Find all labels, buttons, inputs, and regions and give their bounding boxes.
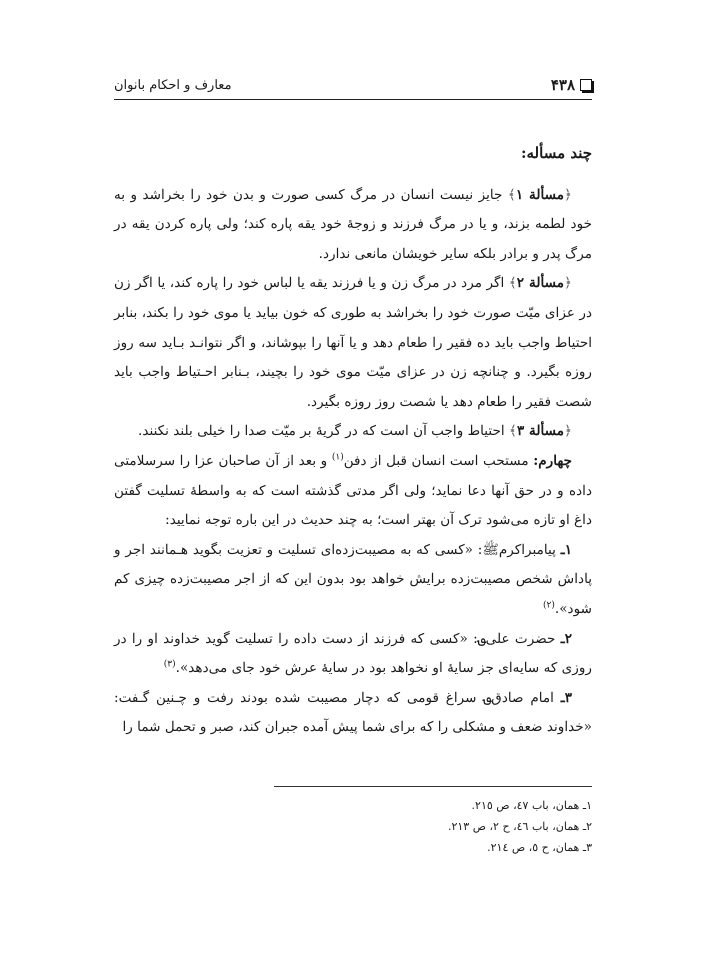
issue-text: جایز نیست انسان در مرگ کسی صورت و بدن خود را بخراشد و به خود لطمه بزند، و یا در مرگ فرزند و زوجهٔ خود یقه پاره کند؛ ولی پاره کردن یقه در مرگ پدر و برادر بلکه سایر خویشان مانعی ندارد.	[114, 186, 592, 262]
fourth-label: چهارم:	[533, 452, 573, 469]
fourth-text-before: مستحب است انسان قبل از دفن	[343, 452, 529, 469]
footnote-2: ۲ـ همان، باب ٤٦، ح ٢، ص ٢١٣.	[447, 820, 592, 833]
hadith-text: : «کسی که به مصیبت‌زده‌ای تسلیت و تعزیت بگوید هـمانند اجر و پاداش شخص مصیبت‌زده برایش خواهد بود بدون این که از اجر مصیبت‌زده چیزی کم شود».	[114, 541, 592, 617]
hadith-number: ۱ـ	[560, 541, 572, 558]
footnote-divider	[274, 786, 592, 787]
footnote-ref-2[interactable]: (۲)	[543, 600, 555, 611]
hadith-number: ۲ـ	[560, 630, 572, 647]
hadith-speaker: امام صادق	[491, 689, 554, 706]
issue-3: ﴿مسألة ۳﴾ احتیاط واجب آن است که در گریهٔ بر میّت صدا را خیلی بلند نکنند.	[138, 423, 572, 440]
page-number	[551, 76, 592, 94]
running-title: معارف و احکام بانوان	[114, 78, 232, 93]
honorific-glyph-icon: ﷺ	[482, 541, 499, 558]
hadith-2	[114, 625, 592, 684]
page-header	[114, 75, 592, 100]
hadith-3	[114, 684, 592, 743]
body-text	[114, 139, 592, 743]
issue-text: اگر مرد در مرگ زن و یا فرزند یقه یا لباس خود را پاره کند، یا اگر زن در عزای میّت صورت خود را بخراشد به طوری که خون بیاید یا موی خود را بکند، بنابر احتیاط واجب باید ده فقیر را طعام دهد و یا آنها را بپوشاند، و اگر نتوانـد بـاید سه روز روزه بگیرد. و چنانچه زن در عزای میّت موی خود را بچیند، بـنابر احـتیاط واجب باید شصت فقیر را طعام دهد یا شصت روز روزه بگیرد.	[114, 275, 592, 410]
honorific-glyph-icon: ؈	[477, 630, 486, 647]
hadith-1	[114, 536, 592, 625]
fourth-paragraph	[114, 447, 592, 536]
honorific-glyph-icon: ؈	[483, 689, 492, 706]
issue-2: ﴿مسألة ۲﴾ اگر مرد در مرگ زن و یا فرزند یقه یا لباس خود را پاره کند، یا اگر زن در عزای میّت صورت خود را بخراشد به طوری که خون بیاید یا موی خود را بکند، بنابر احتیاط واجب باید ده فقیر را طعام دهد و یا آنها را بپوشاند، و اگر نتوانـد بـاید سه روز روزه بگیرد. و چنانچه زن در عزای میّت موی خود را بچیند، بـنابر احـتیاط واجب باید شصت فقیر را طعام دهد یا شصت روز روزه بگیرد.	[114, 275, 592, 410]
footnote-ref-3[interactable]: (۳)	[163, 659, 176, 670]
issue-text: احتیاط واجب آن است که در گریهٔ بر میّت صدا را خیلی بلند نکنند.	[138, 423, 505, 440]
hadith-speaker: پیامبراکرم	[498, 541, 556, 558]
footnotes	[274, 795, 592, 858]
hadith-speaker: حضرت علی	[485, 630, 556, 647]
footnote-1: ۱ـ همان، باب ٤٧، ص ٢١٥.	[471, 799, 592, 812]
hadith-number: ۳ـ	[560, 689, 572, 706]
square-bullet-icon	[580, 79, 592, 91]
page-number-text: ۴۳۸	[550, 76, 575, 94]
hadith-text: سراغ قومی که دچار مصیبت شده بودند رفت و چـنین گـفت: «خداوند ضعف و مشکلی را که برای شما پیش آمده جبران کند، صبر و تحمل شما را	[114, 689, 592, 736]
issue-1: ﴿مسألة ۱﴾ جایز نیست انسان در مرگ کسی صورت و بدن خود را بخراشد و به خود لطمه بزند، و یا در مرگ فرزند و زوجهٔ خود یقه پاره کند؛ ولی پاره کردن یقه در مرگ پدر و برادر بلکه سایر خویشان مانعی ندارد.	[114, 186, 592, 262]
issue-label: مسألة ۱	[515, 186, 565, 203]
issue-label: مسألة ۳	[517, 423, 565, 440]
fourth-text-after: و بعد از آن صاحبان عزا را سرسلامتی داده و در حق آنها دعا نماید؛ ولی اگر مدتی گذشته است که به واسطهٔ تسلیت گفتن داغ او تازه می‌شود ترک آن بهتر است؛ به چند حدیث در این باره توجه نمایید:	[114, 452, 592, 529]
footnote-3: ۳ـ همان، ح ٥، ص ٢١٤.	[487, 841, 592, 854]
issue-label: مسألة ۲	[516, 275, 565, 292]
section-heading: چند مسأله:	[520, 144, 592, 162]
footnote-ref-1[interactable]: (۱)	[331, 452, 344, 463]
hadith-text: : «کسی که فرزند از دست داده را تسلیت گوید خداوند او را در روزی که سایه‌ای جز سایهٔ او نخواهد بود در سایهٔ عرش خود جای می‌دهد».	[114, 630, 592, 677]
